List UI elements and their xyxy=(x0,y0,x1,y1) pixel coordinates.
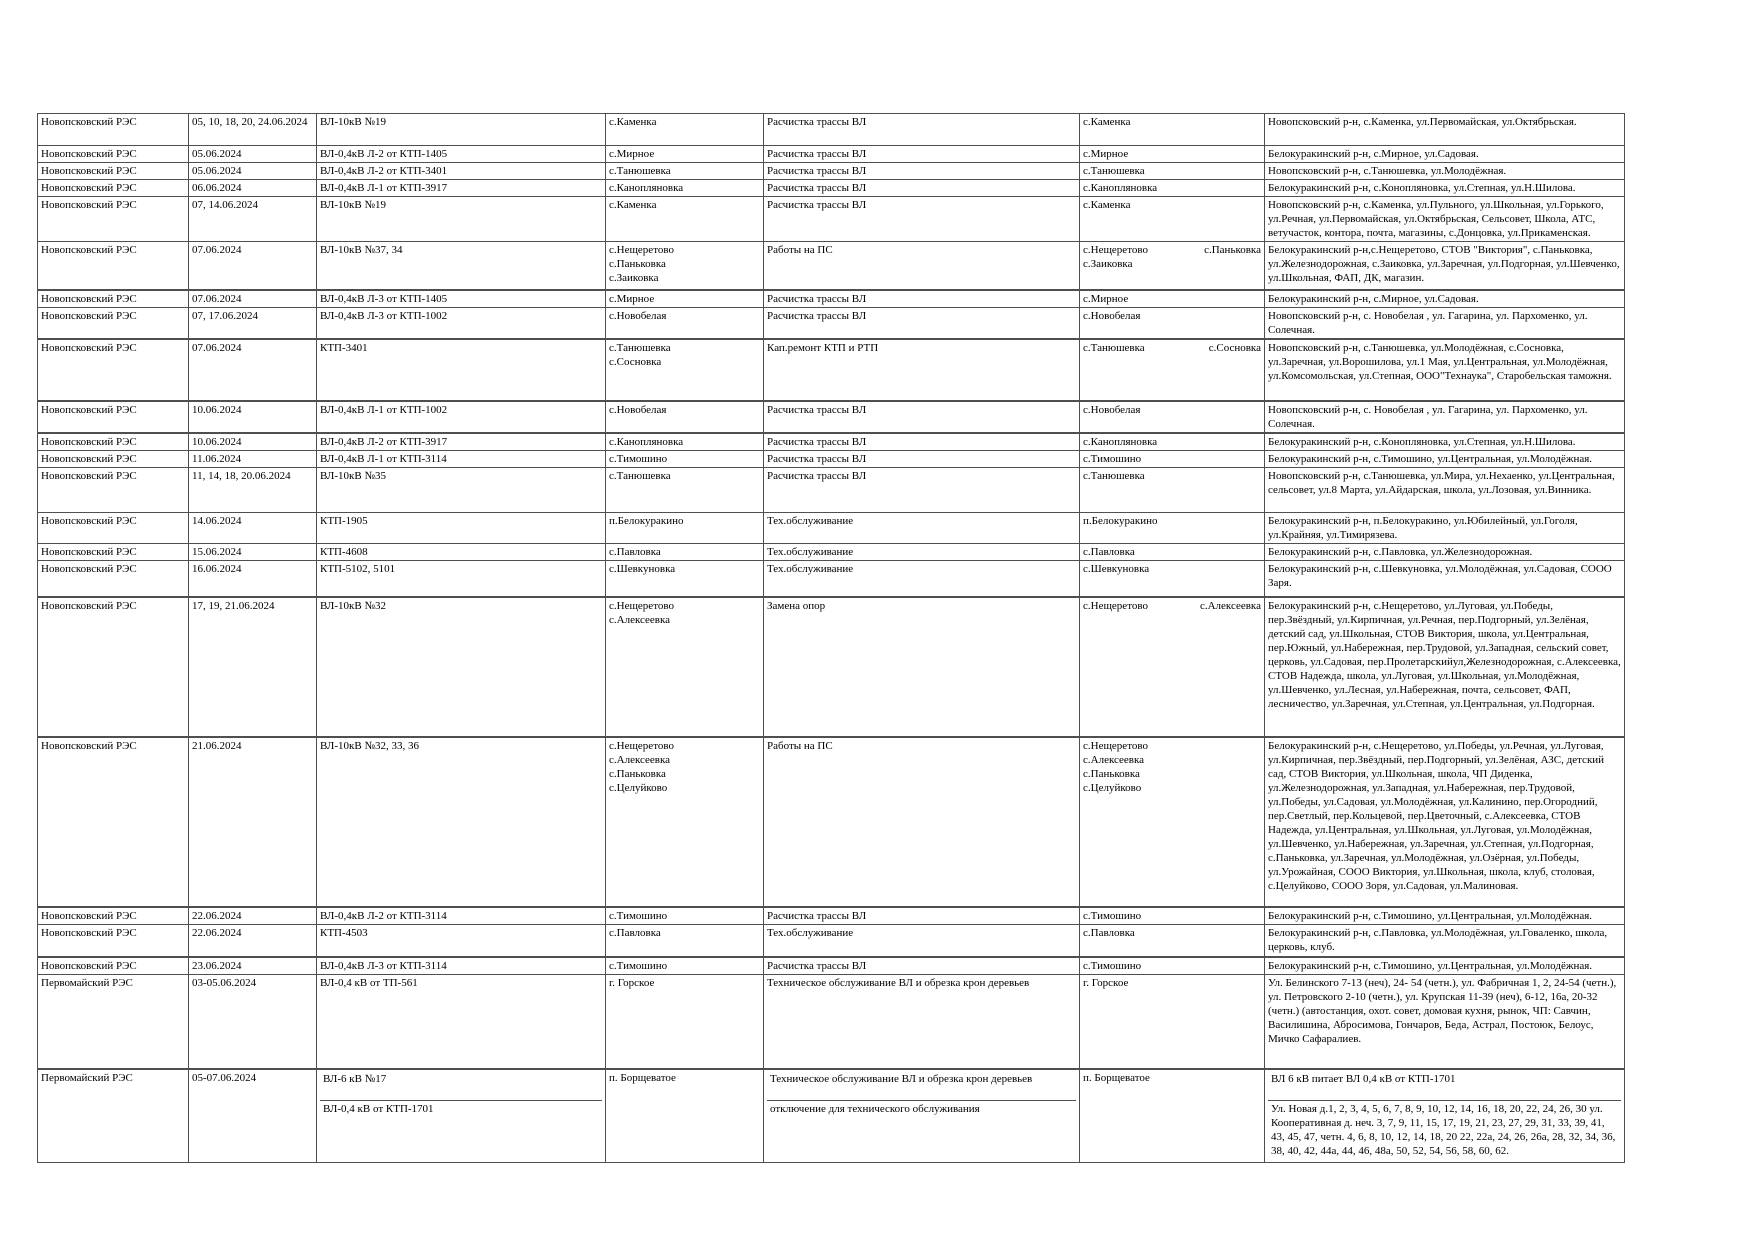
work-cell: Работы на ПС xyxy=(764,242,1080,290)
res-cell: Новопсковский РЭС xyxy=(38,163,189,180)
address-cell: Белокуракинский р-н, с.Мирное, ул.Садовая. xyxy=(1265,146,1625,163)
settlement-line: с.Сосновка xyxy=(609,355,662,368)
settlement2-line: п.Белокуракино xyxy=(1083,514,1158,527)
table-row xyxy=(38,957,1625,975)
settlement2-cell xyxy=(1080,197,1265,242)
settlement-cell xyxy=(606,242,764,290)
settlement-line: с.Целуйково xyxy=(609,782,668,794)
settlement-line: с.Алексеевка xyxy=(609,754,671,766)
table-row xyxy=(38,450,1625,467)
settlement2-line: с.Танюшевка xyxy=(1083,469,1145,482)
settlement2-line: с.Тимошино xyxy=(1083,910,1142,922)
settlement-cell xyxy=(606,925,764,957)
res-cell: Новопсковский РЭС xyxy=(38,114,189,146)
work-cell: Техническое обслуживание ВЛ и обрезка крон деревьев xyxy=(764,974,1080,1069)
table-row xyxy=(38,512,1625,543)
dates-cell: 05-07.06.2024 xyxy=(189,1069,317,1162)
res-cell: Первомайский РЭС xyxy=(38,974,189,1069)
dates-cell: 06.06.2024 xyxy=(189,180,317,197)
settlement-cell xyxy=(606,450,764,467)
address-cell: Новопсковский р-н, с.Танюшевка, ул.Молодёжная, с.Сосновка, ул.Заречная, ул.Ворошилова, ул.1 Мая, ул.Центральная, ул.Молодёжная, ул.Комсомольская, ул.Степная, ООО"Технаука", Старобельская таможня. xyxy=(1265,339,1625,401)
address-cell: Белокуракинский р-н, с.Шевкуновка, ул.Молодёжная, ул.Садовая, СООО Заря. xyxy=(1265,560,1625,597)
res-cell: Новопсковский РЭС xyxy=(38,907,189,925)
equipment-cell: ВЛ-0,4кВ Л-2 от КТП-1405 xyxy=(317,146,606,163)
settlement-cell xyxy=(606,512,764,543)
settlement-line: с.Тимошино xyxy=(609,910,668,922)
dates-cell: 10.06.2024 xyxy=(189,401,317,433)
res-cell: Новопсковский РЭС xyxy=(38,597,189,737)
settlement-cell xyxy=(606,907,764,925)
settlement2-cell xyxy=(1080,242,1265,290)
equipment-cell: ВЛ-0,4кВ Л-3 от КТП-1405 xyxy=(317,290,606,308)
address-cell: Белокуракинский р-н, с.Нещеретово, ул.Луговая, ул.Победы, пер.Звёздный, ул.Кирпичная, ул.Речная, пер.Подгорный, ул.Зелёная, детский сад, ул.Школьная, СТОВ Виктория, школа, ул.Центральная, пер.Южный, ул.Набережная, пер.Трудовой, ул.Западная, сельский совет, церковь, ул.Садовая, пер.Пролетарскийул,Железнодорожная, с.Алексеевка, СТОВ Надежда, школа, ул.Луговая, ул.Школьная, ул.Молодёжная, ул.Шевченко, ул.Лесная, ул.Набережная, почта, сельсовет, ФАП, лесничество, ул.Заречная, ул.Степная, ул.Центральная, ул.Подгорная. xyxy=(1265,597,1625,737)
dates-cell: 05, 10, 18, 20, 24.06.2024 xyxy=(189,114,317,146)
work-cell: Расчистка трассы ВЛ xyxy=(764,907,1080,925)
settlement-line: с.Танюшевка xyxy=(609,469,671,482)
work-cell: Тех.обслуживание xyxy=(764,560,1080,597)
settlement-line: с.Танюшевка xyxy=(609,165,671,177)
settlement2-line: с.Павловка xyxy=(1083,927,1135,939)
settlement2-cell xyxy=(1080,907,1265,925)
settlement2-line: с.Каменка xyxy=(1083,199,1131,211)
table-row xyxy=(38,180,1625,197)
equipment-cell: ВЛ-0,4кВ Л-2 от КТП-3917 xyxy=(317,433,606,451)
work-cell: Кап.ремонт КТП и РТП xyxy=(764,339,1080,401)
settlement-line: с.Паньковка xyxy=(609,768,666,780)
settlement-line: с.Алексеевка xyxy=(609,614,671,626)
settlement-cell xyxy=(606,1069,764,1162)
dates-cell: 17, 19, 21.06.2024 xyxy=(189,597,317,737)
equipment-cell: ВЛ-10кВ №32 xyxy=(317,597,606,737)
settlement2-cell xyxy=(1080,339,1265,401)
settlement2-line: с.Новобелая xyxy=(1083,309,1141,322)
dates-cell: 07.06.2024 xyxy=(189,290,317,308)
address-cell: Новопсковский р-н, с. Новобелая , ул. Гагарина, ул. Пархоменко, ул. Солечная. xyxy=(1265,401,1625,433)
settlement-line: с.Нещеретово xyxy=(609,740,674,752)
dates-cell: 07.06.2024 xyxy=(189,242,317,290)
work-cell: Работы на ПС xyxy=(764,737,1080,907)
settlement2-cell xyxy=(1080,1069,1265,1162)
table-row xyxy=(38,597,1625,737)
settlement2-cell xyxy=(1080,957,1265,975)
settlement-line: с.Нещеретово xyxy=(609,600,674,612)
settlement2-line: с.Канопляновка xyxy=(1083,435,1158,448)
table-row xyxy=(38,1069,1625,1162)
work-cell: Расчистка трассы ВЛ xyxy=(764,114,1080,146)
res-cell: Новопсковский РЭС xyxy=(38,146,189,163)
settlement2-cell xyxy=(1080,401,1265,433)
settlement2-item: с.Нещеретово xyxy=(1083,244,1148,256)
table-row xyxy=(38,146,1625,163)
equipment-cell: ВЛ-10кВ №32, 33, 36 xyxy=(317,737,606,907)
table-row xyxy=(38,560,1625,597)
settlement2-line: с.Нещеретово xyxy=(1083,740,1148,752)
settlement-line: с.Каменка xyxy=(609,199,657,211)
settlement-cell xyxy=(606,146,764,163)
settlement-line: с.Мирное xyxy=(609,148,655,160)
outage-schedule-document xyxy=(37,113,1625,1163)
settlement-line: с.Мирное xyxy=(609,292,655,305)
settlement-line: с.Танюшевка xyxy=(609,341,671,354)
work-cell: Расчистка трассы ВЛ xyxy=(764,957,1080,975)
settlement-cell xyxy=(606,339,764,401)
equipment-cell: ВЛ-10кВ №19 xyxy=(317,114,606,146)
work-cell: Расчистка трассы ВЛ xyxy=(764,401,1080,433)
settlement2-line: с.Каменка xyxy=(1083,116,1131,128)
dates-cell: 11.06.2024 xyxy=(189,450,317,467)
settlement-cell xyxy=(606,180,764,197)
settlement-line: с.Канопляновка xyxy=(609,435,684,448)
settlement-line: с.Заиковка xyxy=(609,272,659,284)
dates-cell: 07, 17.06.2024 xyxy=(189,307,317,339)
settlement-cell xyxy=(606,560,764,597)
res-cell: Новопсковский РЭС xyxy=(38,401,189,433)
table-row xyxy=(38,339,1625,401)
settlement-cell xyxy=(606,401,764,433)
address-cell: Белокуракинский р-н, с.Тимошино, ул.Центральная, ул.Молодёжная. xyxy=(1265,957,1625,975)
equipment-cell: ВЛ-10кВ №19 xyxy=(317,197,606,242)
settlement-line: с.Паньковка xyxy=(609,258,666,270)
table-row xyxy=(38,925,1625,957)
settlement-line: г. Горское xyxy=(609,976,655,989)
table-row xyxy=(38,163,1625,180)
table-row xyxy=(38,401,1625,433)
table-row xyxy=(38,433,1625,451)
equipment-cell: КТП-1905 xyxy=(317,512,606,543)
table-row xyxy=(38,467,1625,512)
settlement2-item: с.Нещеретово xyxy=(1083,600,1148,612)
settlement2-line: с.Мирное xyxy=(1083,292,1129,305)
settlement2-cell xyxy=(1080,146,1265,163)
work-cell: Расчистка трассы ВЛ xyxy=(764,433,1080,451)
settlement2-item: с.Сосновка xyxy=(1208,341,1261,354)
dates-cell: 15.06.2024 xyxy=(189,543,317,560)
res-cell: Новопсковский РЭС xyxy=(38,242,189,290)
settlement-cell xyxy=(606,974,764,1069)
equipment-cell xyxy=(317,1069,606,1162)
settlement-line: с.Тимошино xyxy=(609,959,668,972)
address-cell: Белокуракинский р-н,с.Нещеретово, СТОВ "Виктория", с.Паньковка, ул.Железнодорожная, с.Заиковка, ул.Заречная, ул.Подгорная, ул.Шевченко, ул.Школьная, ФАП, ДК, магазин. xyxy=(1265,242,1625,290)
res-cell: Новопсковский РЭС xyxy=(38,339,189,401)
settlement2-cell xyxy=(1080,737,1265,907)
address-cell: Новопсковский р-н, с.Танюшевка, ул.Молодёжная. xyxy=(1265,163,1625,180)
work-cell-bottom: отключение для технического обслуживания xyxy=(770,1103,980,1115)
settlement2-item: с.Паньковка xyxy=(1204,244,1261,256)
settlement-line: с.Канопляновка xyxy=(609,182,684,194)
equipment-cell: ВЛ-10кВ №35 xyxy=(317,467,606,512)
address-cell: Белокуракинский р-н, с.Конопляновка, ул.Степная, ул.Н.Шилова. xyxy=(1265,433,1625,451)
settlement-cell xyxy=(606,543,764,560)
settlement-line: с.Тимошино xyxy=(609,452,668,465)
settlement2-cell xyxy=(1080,512,1265,543)
settlement2-cell xyxy=(1080,180,1265,197)
equipment-cell: КТП-5102, 5101 xyxy=(317,560,606,597)
table-row xyxy=(38,907,1625,925)
address-cell xyxy=(1265,1069,1625,1162)
settlement-line: с.Нещеретово xyxy=(609,244,674,256)
res-cell: Первомайский РЭС xyxy=(38,1069,189,1162)
address-cell: Белокуракинский р-н, с.Тимошино, ул.Центральная, ул.Молодёжная. xyxy=(1265,907,1625,925)
work-cell: Расчистка трассы ВЛ xyxy=(764,290,1080,308)
settlement-line: с.Каменка xyxy=(609,116,657,128)
settlement-line: с.Новобелая xyxy=(609,403,667,416)
address-cell: Белокуракинский р-н, с.Нещеретово, ул.Победы, ул.Речная, ул.Луговая, ул.Кирпичная, пер.Звёздный, пер.Подгорный, ул.Зелёная, АЗС, детский сад, СТОВ Виктория, ул.Школьная, школа, ЧП Диденка, ул.Железнодорожная, ул.Западная, ул.Набережная, пер.Трудовой, ул.Победы, ул.Садовая, ул.Молодёжная, ул.Калинино, пер.Огородний, пер.Светлый, пер.Кольцевой, пер.Цветочный, с.Алексеевка, СТОВ Надежда, ул.Центральная, ул.Школьная, ул.Луговая, ул.Молодёжная, ул.Шевченко, ул.Набережная, ул.Заречная, ул.Степная, ул.Подгорная, с.Паньковка, ул.Заречная, ул.Молодёжная, ул.Озёрная, ул.Победы, ул.Урожайная, СООО Виктория, ул.Школьная, школа, клуб, столовая, с.Целуйково, СООО Зоря, ул.Садовая, ул.Малиновая. xyxy=(1265,737,1625,907)
dates-cell: 10.06.2024 xyxy=(189,433,317,451)
address-cell: Новопсковский р-н, с.Каменка, ул.Пульного, ул.Школьная, ул.Горького, ул.Речная, ул.Первомайская, ул.Октябрьская, Сельсовет, Школа, АТС, ветучасток, контора, почта, магазины, с.Донцовка, ул.Прикаменская. xyxy=(1265,197,1625,242)
res-cell: Новопсковский РЭС xyxy=(38,512,189,543)
res-cell: Новопсковский РЭС xyxy=(38,957,189,975)
settlement-cell xyxy=(606,163,764,180)
dates-cell: 05.06.2024 xyxy=(189,146,317,163)
dates-cell: 21.06.2024 xyxy=(189,737,317,907)
settlement2-line: с.Паньковка xyxy=(1083,768,1140,780)
equipment-cell: ВЛ-0,4кВ Л-1 от КТП-3114 xyxy=(317,450,606,467)
schedule-table-body xyxy=(38,114,1625,1163)
settlement2-cell xyxy=(1080,307,1265,339)
settlement-cell xyxy=(606,114,764,146)
settlement-line: с.Павловка xyxy=(609,927,661,939)
settlement2-line: с.Тимошино xyxy=(1083,959,1142,972)
schedule-table xyxy=(37,113,1625,1163)
settlement2-line xyxy=(1083,341,1261,355)
table-row xyxy=(38,543,1625,560)
work-cell: Тех.обслуживание xyxy=(764,512,1080,543)
work-cell: Расчистка трассы ВЛ xyxy=(764,197,1080,242)
address-cell: Ул. Белинского 7-13 (неч), 24- 54 (четн.), ул. Фабричная 1, 2, 24-54 (четн.), ул. Петровского 2-10 (четн.), ул. Крупская 11-39 (неч), 6-12, 16а, 20-32 (четн.) (автостанция, охот. совет, домовая кухня, рынок, ЧП: Савчин, Василишина, Абросимова, Гончаров, Беда, Астрал, Постоюк, Белоус, Мичко Сафаралиев. xyxy=(1265,974,1625,1069)
address-cell: Белокуракинский р-н, п.Белокуракино, ул.Юбилейный, ул.Гоголя, ул.Крайняя, ул.Тимирязева. xyxy=(1265,512,1625,543)
res-cell: Новопсковский РЭС xyxy=(38,560,189,597)
settlement-line: п. Борщеватое xyxy=(609,1072,676,1084)
settlement-cell xyxy=(606,957,764,975)
settlement2-line: с.Канопляновка xyxy=(1083,182,1158,194)
settlement2-line: с.Тимошино xyxy=(1083,452,1142,465)
address-cell: Новопсковский р-н, с. Новобелая , ул. Гагарина, ул. Пархоменко, ул. Солечная. xyxy=(1265,307,1625,339)
table-row xyxy=(38,974,1625,1069)
settlement2-line: с.Мирное xyxy=(1083,148,1129,160)
work-cell: Тех.обслуживание xyxy=(764,543,1080,560)
table-row xyxy=(38,737,1625,907)
settlement2-line: с.Шевкуновка xyxy=(1083,562,1150,575)
address-cell: Новопсковский р-н, с.Танюшевка, ул.Мира, ул.Нехаенко, ул.Центральная, сельсовет, ул.8 Марта, ул.Айдарская, школа, ул.Лозовая, ул.Винника. xyxy=(1265,467,1625,512)
settlement2-line xyxy=(1083,599,1261,613)
settlement2-cell xyxy=(1080,560,1265,597)
settlement2-line: с.Павловка xyxy=(1083,545,1135,558)
work-cell: Замена опор xyxy=(764,597,1080,737)
settlement2-item: с.Танюшевка xyxy=(1083,341,1145,354)
dates-cell: 22.06.2024 xyxy=(189,925,317,957)
dates-cell: 03-05.06.2024 xyxy=(189,974,317,1069)
dates-cell: 16.06.2024 xyxy=(189,560,317,597)
address-cell-bottom: Ул. Новая д.1, 2, 3, 4, 5, 6, 7, 8, 9, 10, 12, 14, 16, 18, 20, 22, 24, 26, 30 ул. Кооперативная д. неч. 3, 7, 9, 11, 15, 17, 19, 21, 23, 27, 29, 31, 33, 39, 41, 43, 45, 47, четн. 4, 6, 8, 10, 12, 14, 18, 20 22, 22а, 24, 26, 26а, 28, 32, 34, 36, 38, 40, 42, 44а, 44, 46, 48а, 50, 52, 54, 56, 58, 60, 62. xyxy=(1271,1103,1616,1157)
equipment-cell: ВЛ-0,4кВ Л-2 от КТП-3401 xyxy=(317,163,606,180)
settlement-cell xyxy=(606,433,764,451)
settlement2-line: с.Целуйково xyxy=(1083,782,1142,794)
settlement2-cell xyxy=(1080,450,1265,467)
settlement2-line: п. Борщеватое xyxy=(1083,1072,1150,1084)
settlement2-line: с.Танюшевка xyxy=(1083,165,1145,177)
address-cell: Белокуракинский р-н, с.Павловка, ул.Молодёжная, ул.Говаленко, школа, церковь, клуб. xyxy=(1265,925,1625,957)
work-cell: Расчистка трассы ВЛ xyxy=(764,180,1080,197)
settlement-cell xyxy=(606,467,764,512)
res-cell: Новопсковский РЭС xyxy=(38,180,189,197)
address-cell: Белокуракинский р-н, с.Тимошино, ул.Центральная, ул.Молодёжная. xyxy=(1265,450,1625,467)
settlement-cell xyxy=(606,597,764,737)
table-row xyxy=(38,114,1625,146)
equipment-cell: ВЛ-0,4кВ Л-2 от КТП-3114 xyxy=(317,907,606,925)
res-cell: Новопсковский РЭС xyxy=(38,737,189,907)
settlement2-cell xyxy=(1080,433,1265,451)
res-cell: Новопсковский РЭС xyxy=(38,307,189,339)
work-cell: Расчистка трассы ВЛ xyxy=(764,450,1080,467)
equipment-cell-top: ВЛ-6 кВ №17 xyxy=(320,1071,602,1101)
equipment-cell: ВЛ-0,4 кВ от ТП-561 xyxy=(317,974,606,1069)
work-cell: Расчистка трассы ВЛ xyxy=(764,307,1080,339)
equipment-cell: ВЛ-0,4кВ Л-1 от КТП-3917 xyxy=(317,180,606,197)
address-cell: Белокуракинский р-н, с.Мирное, ул.Садовая. xyxy=(1265,290,1625,308)
address-cell-top: ВЛ 6 кВ питает ВЛ 0,4 кВ от КТП-1701 xyxy=(1268,1071,1621,1101)
table-row xyxy=(38,307,1625,339)
settlement-cell xyxy=(606,737,764,907)
address-cell: Белокуракинский р-н, с.Павловка, ул.Железнодорожная. xyxy=(1265,543,1625,560)
settlement-cell xyxy=(606,197,764,242)
equipment-cell: КТП-4503 xyxy=(317,925,606,957)
dates-cell: 05.06.2024 xyxy=(189,163,317,180)
work-cell: Расчистка трассы ВЛ xyxy=(764,146,1080,163)
settlement2-cell xyxy=(1080,114,1265,146)
settlement2-cell xyxy=(1080,290,1265,308)
equipment-cell: ВЛ-0,4кВ Л-1 от КТП-1002 xyxy=(317,401,606,433)
settlement-cell xyxy=(606,290,764,308)
table-row xyxy=(38,290,1625,308)
settlement-line: с.Шевкуновка xyxy=(609,562,676,575)
settlement2-line: с.Новобелая xyxy=(1083,403,1141,416)
dates-cell: 14.06.2024 xyxy=(189,512,317,543)
settlement2-item: с.Алексеевка xyxy=(1199,600,1261,612)
settlement-cell xyxy=(606,307,764,339)
work-cell xyxy=(764,1069,1080,1162)
dates-cell: 11, 14, 18, 20.06.2024 xyxy=(189,467,317,512)
settlement2-line: с.Заиковка xyxy=(1083,258,1133,270)
dates-cell: 07.06.2024 xyxy=(189,339,317,401)
res-cell: Новопсковский РЭС xyxy=(38,290,189,308)
work-cell-top: Техническое обслуживание ВЛ и обрезка крон деревьев xyxy=(767,1071,1076,1101)
address-cell: Белокуракинский р-н, с.Конопляновка, ул.Степная, ул.Н.Шилова. xyxy=(1265,180,1625,197)
res-cell: Новопсковский РЭС xyxy=(38,450,189,467)
settlement2-cell xyxy=(1080,467,1265,512)
settlement2-cell xyxy=(1080,597,1265,737)
equipment-cell: КТП-4608 xyxy=(317,543,606,560)
settlement2-cell xyxy=(1080,974,1265,1069)
settlement2-cell xyxy=(1080,543,1265,560)
equipment-cell-bottom: ВЛ-0,4 кВ от КТП-1701 xyxy=(323,1103,434,1115)
settlement2-line: г. Горское xyxy=(1083,976,1129,989)
settlement-line: п.Белокуракино xyxy=(609,514,684,527)
table-row xyxy=(38,242,1625,290)
equipment-cell: ВЛ-10кВ №37, 34 xyxy=(317,242,606,290)
settlement2-cell xyxy=(1080,925,1265,957)
equipment-cell: ВЛ-0,4кВ Л-3 от КТП-3114 xyxy=(317,957,606,975)
settlement2-line: с.Алексеевка xyxy=(1083,754,1145,766)
table-row xyxy=(38,197,1625,242)
res-cell: Новопсковский РЭС xyxy=(38,197,189,242)
settlement-line: с.Новобелая xyxy=(609,309,667,322)
dates-cell: 07, 14.06.2024 xyxy=(189,197,317,242)
equipment-cell: КТП-3401 xyxy=(317,339,606,401)
settlement2-cell xyxy=(1080,163,1265,180)
dates-cell: 22.06.2024 xyxy=(189,907,317,925)
res-cell: Новопсковский РЭС xyxy=(38,543,189,560)
work-cell: Тех.обслуживание xyxy=(764,925,1080,957)
res-cell: Новопсковский РЭС xyxy=(38,433,189,451)
settlement2-line xyxy=(1083,243,1261,257)
res-cell: Новопсковский РЭС xyxy=(38,467,189,512)
work-cell: Расчистка трассы ВЛ xyxy=(764,467,1080,512)
res-cell: Новопсковский РЭС xyxy=(38,925,189,957)
settlement-line: с.Павловка xyxy=(609,545,661,558)
equipment-cell: ВЛ-0,4кВ Л-3 от КТП-1002 xyxy=(317,307,606,339)
dates-cell: 23.06.2024 xyxy=(189,957,317,975)
address-cell: Новопсковский р-н, с.Каменка, ул.Первомайская, ул.Октябрьская. xyxy=(1265,114,1625,146)
work-cell: Расчистка трассы ВЛ xyxy=(764,163,1080,180)
